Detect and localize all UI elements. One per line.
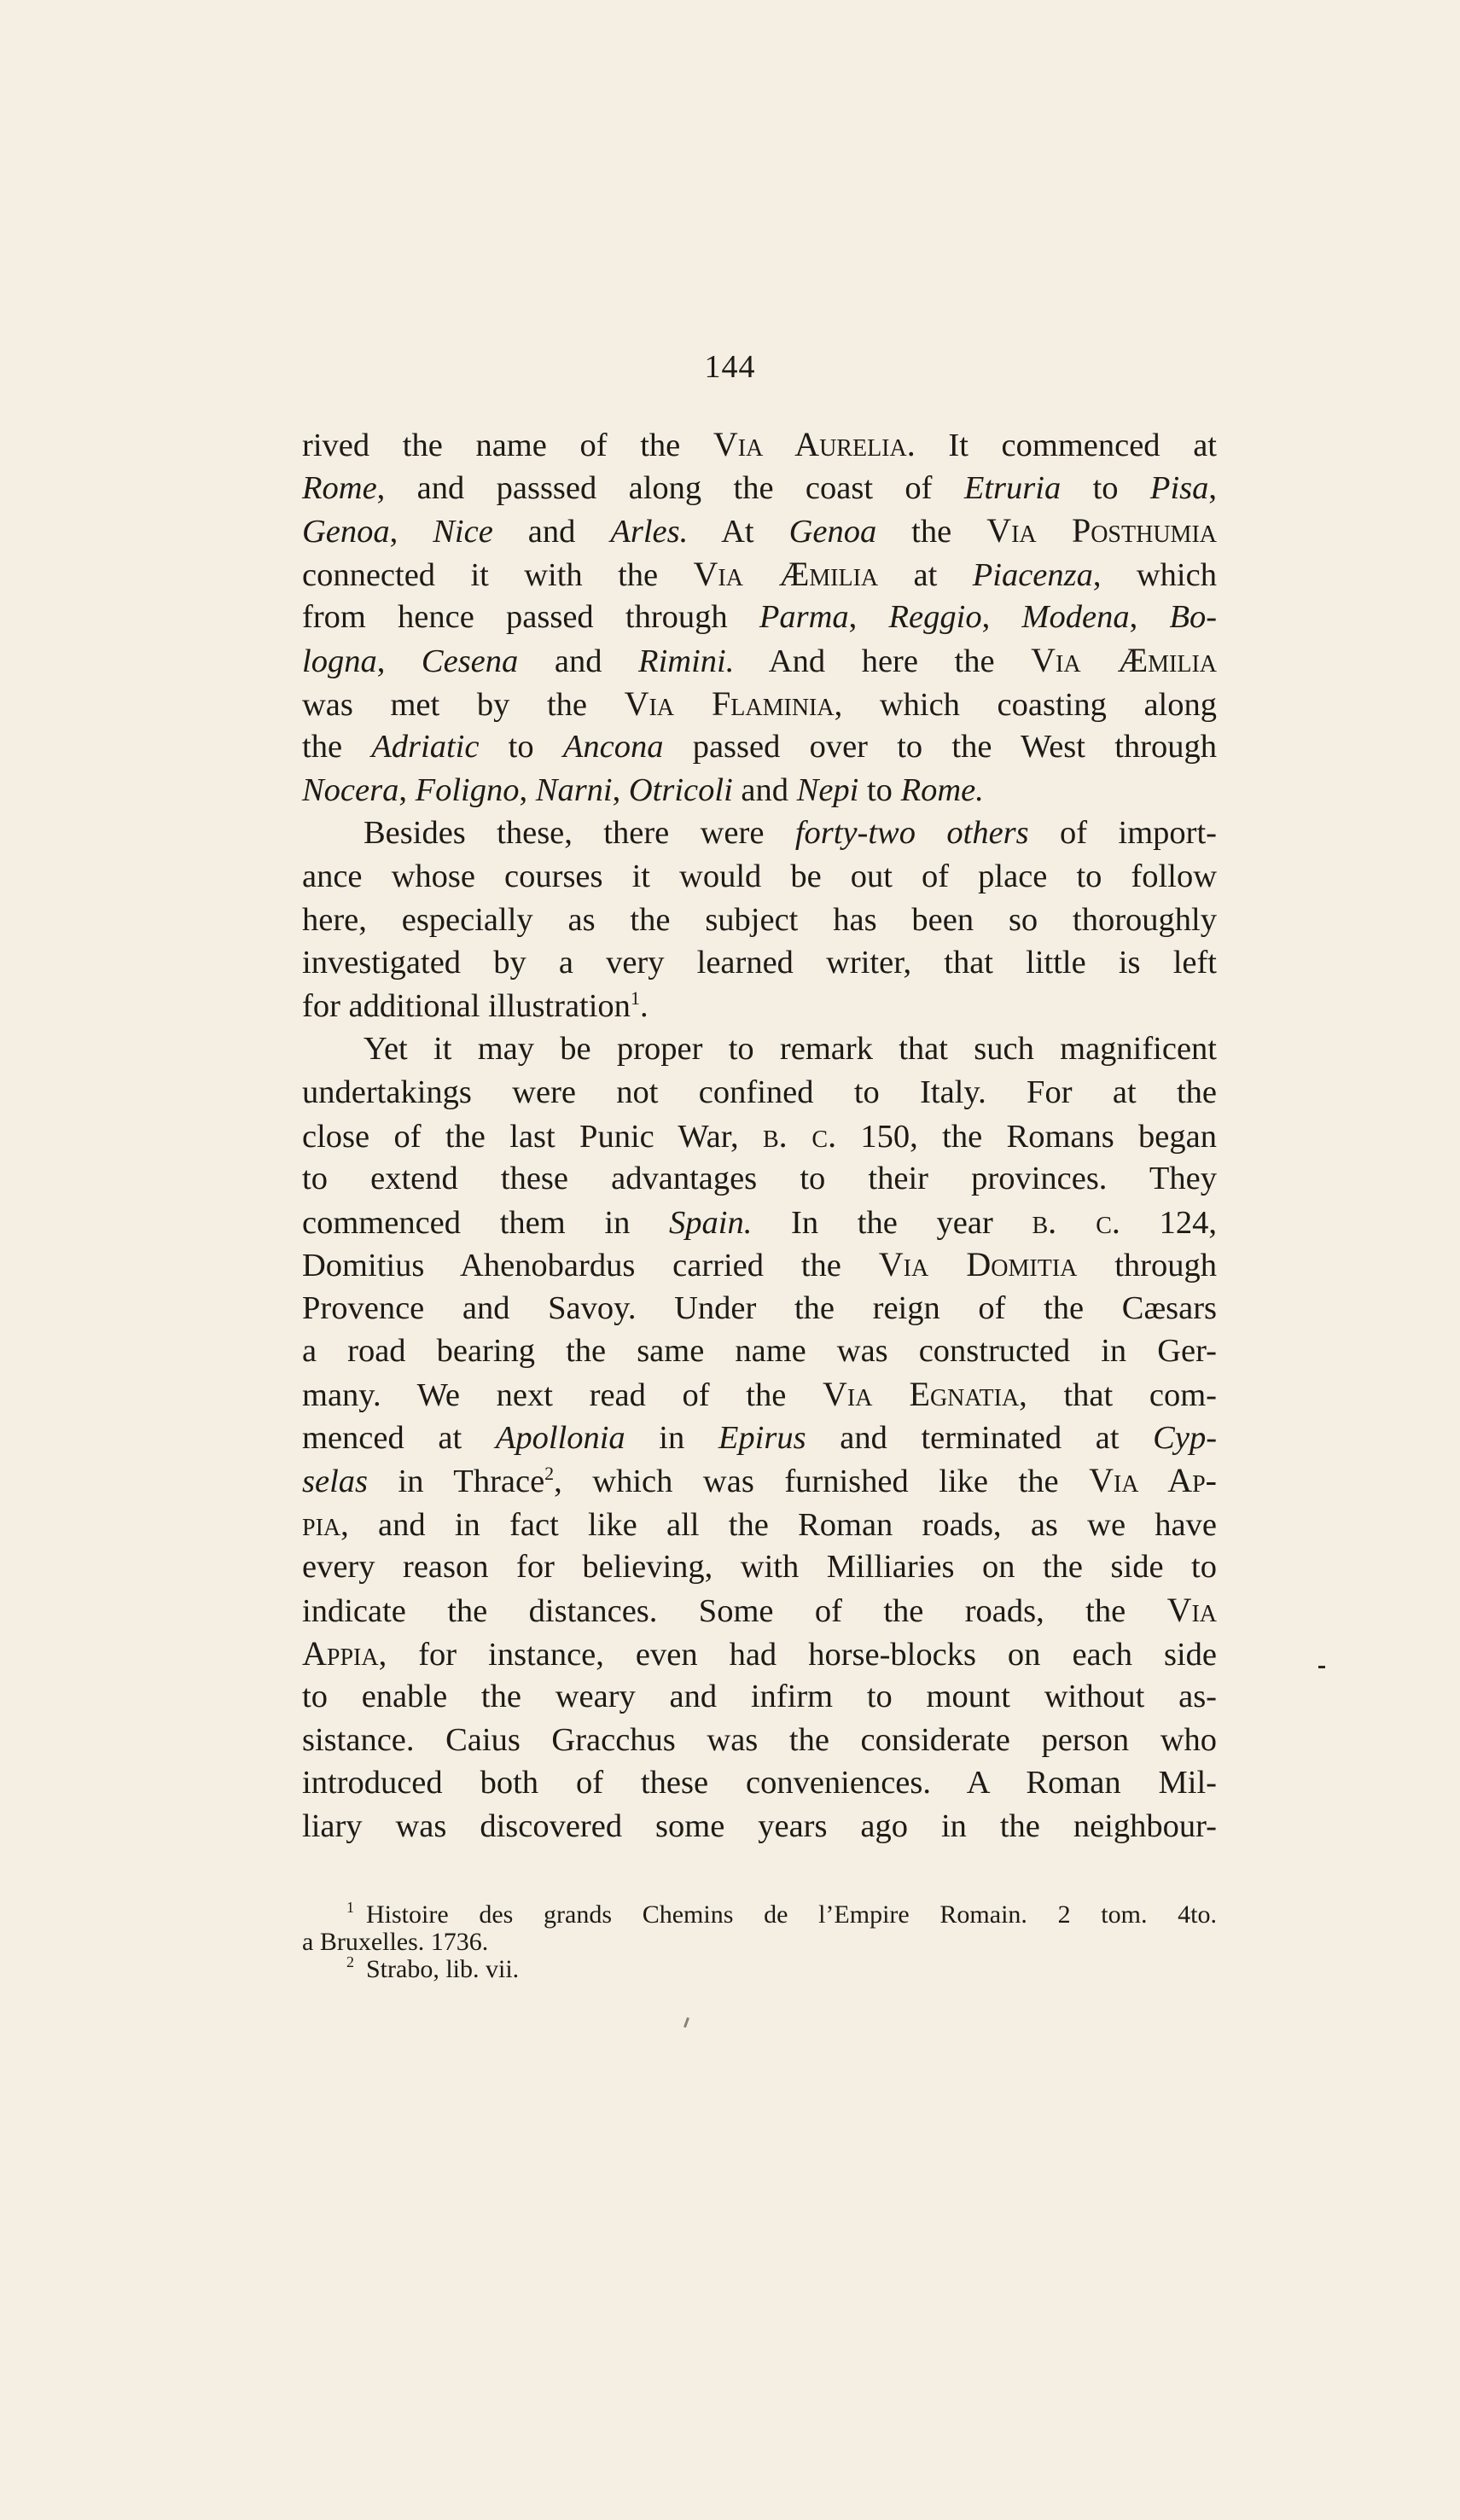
italic-run: Nice [433,514,493,550]
small-caps-run: Appia [302,1633,379,1673]
body-text [302,423,1217,1848]
text-run: in [625,1419,718,1456]
text-run: to extend these advantages to their provinces. They [302,1161,1217,1197]
text-run: In the year [752,1204,1032,1241]
text-run: And here the [734,643,1032,679]
text-run: every reason for believing, with Milliaries on the side to [302,1549,1217,1586]
text-run: 124, [1120,1204,1217,1241]
text-run: here, especially as the subject has been so thoroughly [302,901,1217,938]
italic-run: selas [302,1464,368,1500]
text-run: and terminated at [806,1419,1154,1456]
text-line [302,769,1217,812]
text-run: the [876,514,987,550]
scan-speck [1318,1666,1325,1668]
text-line [302,1417,1217,1460]
italic-run: Bo- [1169,599,1218,636]
text-run: from hence passed through [302,599,759,636]
text-run: , and passsed along the coast of [376,469,964,506]
text-line [302,596,1217,639]
small-caps-run: b. c. [1032,1202,1120,1241]
footnote-reference: 1 [630,986,640,1009]
text-run: 150, the Romans began [836,1118,1217,1155]
text-run: , [519,771,536,808]
text-run: Provence and Savoy. Under the reign of the Cæsars [302,1289,1217,1326]
text-line [302,812,1217,855]
text-line [302,1545,1217,1589]
text-run: , which coasting along [834,686,1217,723]
text-run: , [981,599,1022,636]
text-run: passed over to the West through [663,729,1217,765]
text-run: introduced both of these conveniences. A Roman Mil- [302,1765,1217,1801]
text-run: Domitius Ahenobardus carried the [302,1248,879,1284]
footnote-reference: 2 [544,1463,555,1485]
text-run: to [1061,469,1150,506]
text-line [302,1589,1217,1632]
text-line [302,899,1217,942]
italic-run: Rome. [900,771,984,808]
italic-run: Adriatic [371,729,480,765]
text-line [302,553,1217,597]
small-caps-run: pia [302,1504,341,1543]
footnote-2-text: Strabo, lib. vii. [366,1955,520,1983]
text-run: , [398,771,416,808]
footnote-1-marker: 1 [346,1899,354,1916]
text-run: , [612,771,629,808]
italic-run: Reggio [888,599,982,636]
text-run: At [688,514,789,550]
text-run: , for instance, even had horse-blocks on each side [378,1636,1217,1673]
text-line [302,1459,1217,1503]
small-caps-run: Via Domitia [878,1245,1078,1284]
text-run: It commenced at [915,428,1217,463]
text-line [302,1201,1217,1244]
text-line [302,1027,1217,1071]
scan-speck [683,2017,689,2028]
text-run: was met by the [302,686,625,723]
text-run: many. We next read of the [302,1377,823,1414]
italic-run: Genoa [788,514,877,550]
text-run: of import- [1028,815,1217,852]
text-run: , and in fact like all the Roman roads, as we have [340,1506,1217,1543]
text-line [302,1071,1217,1115]
text-run: , that com- [1019,1377,1217,1414]
small-caps-run: Via Flaminia [624,684,835,723]
text-line [302,683,1217,726]
text-line [302,1675,1217,1719]
italic-run: forty-two others [794,815,1029,852]
text-run: ance whose courses it would be out of place to follow [302,858,1217,894]
text-run: rived the name of the [302,428,713,463]
text-run: sistance. Caius Gracchus was the considerate person who [302,1721,1217,1758]
italic-run: Nepi [796,771,859,808]
text-line [302,855,1217,899]
small-caps-run: Via Ap- [1089,1461,1217,1500]
text-run: , which was furnished like the [554,1464,1090,1500]
italic-run: Nocera [302,771,399,808]
text-line [302,1761,1217,1805]
page-number: 144 [704,349,756,385]
text-run: to [858,771,901,808]
text-line [302,423,1217,467]
italic-run: Rimini. [638,643,735,679]
italic-run: Apollonia [495,1419,625,1456]
text-line [302,1157,1217,1201]
text-run: indicate the distances. Some of the roads, the [302,1593,1167,1630]
text-line [302,1373,1217,1417]
small-caps-run: Via Aurelia. [713,425,916,463]
text-run: menced at [302,1419,496,1456]
text-line [302,1719,1217,1762]
text-run: . [639,987,649,1024]
text-run: connected it with the [302,556,694,593]
text-line [302,941,1217,985]
text-line [302,639,1217,683]
text-run: for additional illustration [302,987,631,1024]
text-line [302,1115,1217,1158]
text-run: and [492,514,611,550]
text-run: , [848,599,889,636]
text-line [302,725,1217,769]
small-caps-run: Via [1166,1591,1217,1630]
text-run: close of the last Punic War, [302,1118,763,1155]
italic-run: Ancona [562,729,664,765]
text-line [302,509,1217,553]
italic-run: Cyp- [1153,1419,1218,1456]
italic-run: Foligno [415,771,520,808]
italic-run: Otricoli [628,771,733,808]
footnote-1-text: Histoire des grands Chemins de l’Empire Romain. 2 tom. 4to. [366,1900,1217,1929]
text-run: , [389,514,433,550]
text-run: Yet it may be proper to remark that such magnificent [364,1031,1217,1068]
italic-run: Pisa [1149,469,1209,506]
small-caps-run: Via Æmilia [693,554,879,593]
text-run: , which [1092,556,1217,593]
text-run: to enable the weary and infirm to mount without as- [302,1679,1217,1715]
text-run: and [518,643,639,679]
footnotes [302,1901,1217,1983]
footnote-1 [302,1901,1217,1929]
text-run: in Thrace [368,1464,545,1500]
text-line [302,1243,1217,1287]
text-run: and [732,771,797,808]
italic-run: Cesena [421,643,519,679]
italic-run: Arles. [610,514,689,550]
italic-run: logna [302,643,377,679]
text-line [302,1503,1217,1546]
text-run: liary was discovered some years ago in the neighbour- [302,1808,1217,1844]
footnote-1-continuation: a Bruxelles. 1736. [302,1928,489,1956]
italic-run: Modena [1021,599,1130,636]
text-run: , [1129,599,1170,636]
italic-run: Rome [302,469,377,506]
footnote-2 [302,1953,1217,1983]
italic-run: Parma [759,599,849,636]
italic-run: Piacenza [972,556,1093,593]
italic-run: Spain. [669,1204,753,1241]
text-line [302,1287,1217,1330]
text-run: a road bearing the same name was constructed in Ger- [302,1333,1217,1370]
text-line [302,467,1217,510]
text-line [302,1330,1217,1373]
small-caps-run: b. c. [763,1115,837,1155]
footnote-2-marker: 2 [346,1953,354,1970]
text-run: , [1208,469,1217,506]
text-line [302,1805,1217,1848]
text-run: , [376,643,422,679]
text-line [302,1632,1217,1676]
text-run: Besides these, there were [364,815,795,852]
small-caps-run: Via Æmilia [1031,640,1218,679]
small-caps-run: Via Posthumia [986,511,1217,550]
text-run: to [479,729,563,765]
text-run: at [878,556,973,593]
text-run: commenced them in [302,1204,670,1241]
italic-run: Narni [535,771,613,808]
italic-run: Etruria [963,469,1062,506]
italic-run: Epirus [718,1419,806,1456]
text-line [302,985,1217,1028]
text-run: the [302,729,372,765]
text-run: through [1077,1248,1217,1284]
text-run: undertakings were not confined to Italy. For at the [302,1074,1217,1110]
small-caps-run: Via Egnatia [823,1375,1020,1414]
text-run: investigated by a very learned writer, that little is left [302,945,1217,981]
italic-run: Genoa [302,514,390,550]
